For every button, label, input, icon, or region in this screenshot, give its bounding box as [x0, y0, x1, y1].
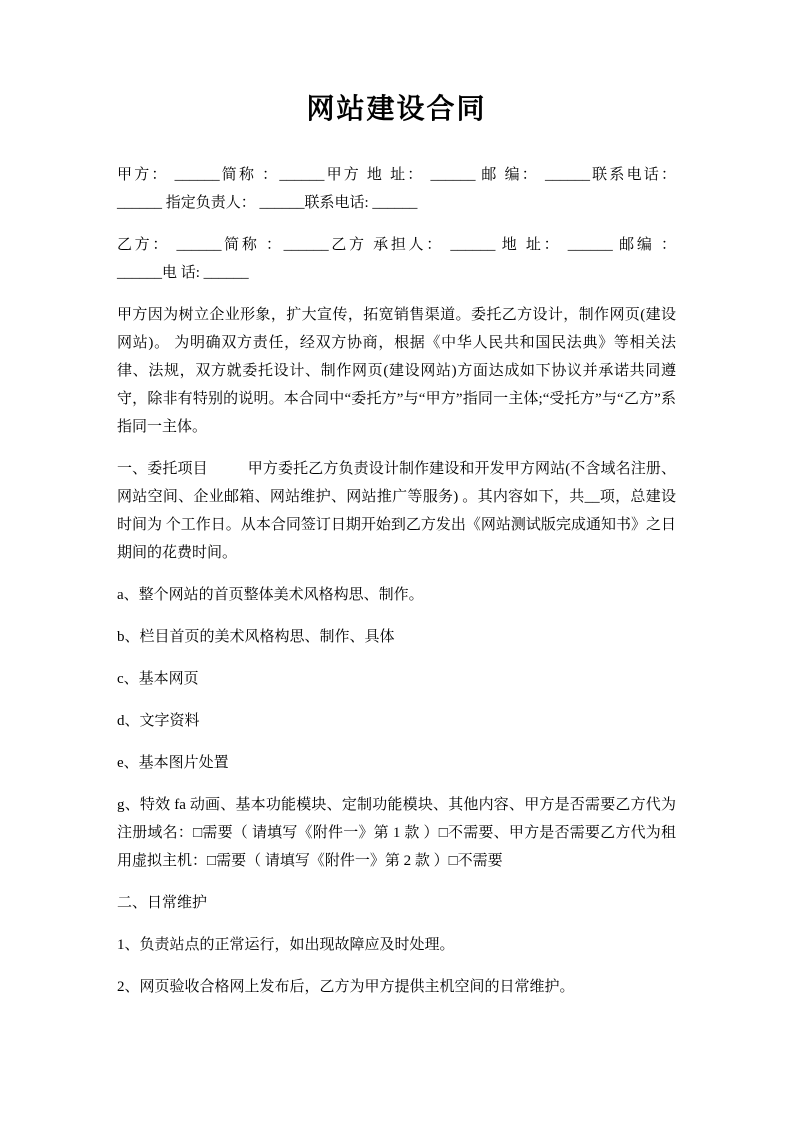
- checkbox-domain-no-need[interactable]: □: [438, 825, 448, 841]
- item-g-text-2: 需要（ 请填写《附件一》第 1 款 ）: [202, 825, 439, 841]
- document-title: 网站建设合同: [306, 94, 487, 125]
- party-a-line2: ______ 指定负责人： ______联系电话: ______: [117, 195, 418, 211]
- checkbox-host-no-need[interactable]: □: [448, 853, 458, 869]
- section2-item-2: 2、网页验收合格网上发布后，乙方为甲方提供主机空间的日常维护。: [117, 979, 575, 995]
- section1-paragraph: [117, 455, 676, 567]
- item-g-text-1: g、特效 fa 动画、基本功能模块、定制功能模块、其他内容、甲方是否需要乙方代为注册域名：: [117, 797, 676, 841]
- party-a-paragraph: [117, 161, 676, 217]
- section2-heading: 二、日常维护: [117, 895, 208, 911]
- checkbox-domain-need[interactable]: □: [193, 825, 203, 841]
- item-e: e、基本图片处置: [117, 755, 229, 771]
- section2-item-1: 1、负责站点的正常运行，如出现故障应及时处理。: [117, 937, 455, 953]
- party-b-line1: 乙方： ______简称 ：______乙方 承担人： ______ 地 址： ______ 邮编 ：: [117, 237, 676, 253]
- item-g: [117, 791, 676, 875]
- item-c: c、基本网页: [117, 671, 199, 687]
- section1-heading: 一、委托项目: [117, 461, 208, 477]
- item-g-text-5: 不需要: [457, 853, 503, 869]
- item-d: d、文字资料: [117, 713, 200, 729]
- item-g-text-3: 不需要、甲方是否需要乙方代为租用虚拟主机：: [117, 825, 676, 869]
- section1-body: 甲方委托乙方负责设计制作建设和开发甲方网站(不含域名注册、网站空间、企业邮箱、网站维护、网站推广等服务) 。其内容如下，共__项，总建设时间为 个工作日。从本合同签订日期开始到乙方发出《网站测试版完成通知书》之日期间的花费时间。: [117, 461, 676, 561]
- checkbox-host-need[interactable]: □: [207, 853, 217, 869]
- preamble-paragraph: 甲方因为树立企业形象，扩大宣传，拓宽销售渠道。委托乙方设计，制作网页(建设网站)。 为明确双方责任，经双方协商，根据《中华人民共和国民法典》等相关法律、法规，双方就委托设计、制作网页(建设网站)方面达成如下协议并承诺共同遵守，除非有特别的说明。本合同中“委托方”与“甲方”指同一主体;“受托方”与“乙方”系指同一主体。: [117, 307, 676, 435]
- party-a-line1: 甲方： ______简称 ：______甲方 地 址： ______ 邮 编： ______联系电话：: [117, 167, 676, 183]
- item-a: a、整个网站的首页整体美术风格构思、制作。: [117, 587, 424, 603]
- party-b-paragraph: [117, 231, 676, 287]
- party-b-line2: ______电 话: ______: [117, 265, 249, 281]
- item-g-text-4: 需要（ 请填写《附件一》第 2 款 ）: [216, 853, 449, 869]
- item-b: b、栏目首页的美术风格构思、制作、具体: [117, 629, 395, 645]
